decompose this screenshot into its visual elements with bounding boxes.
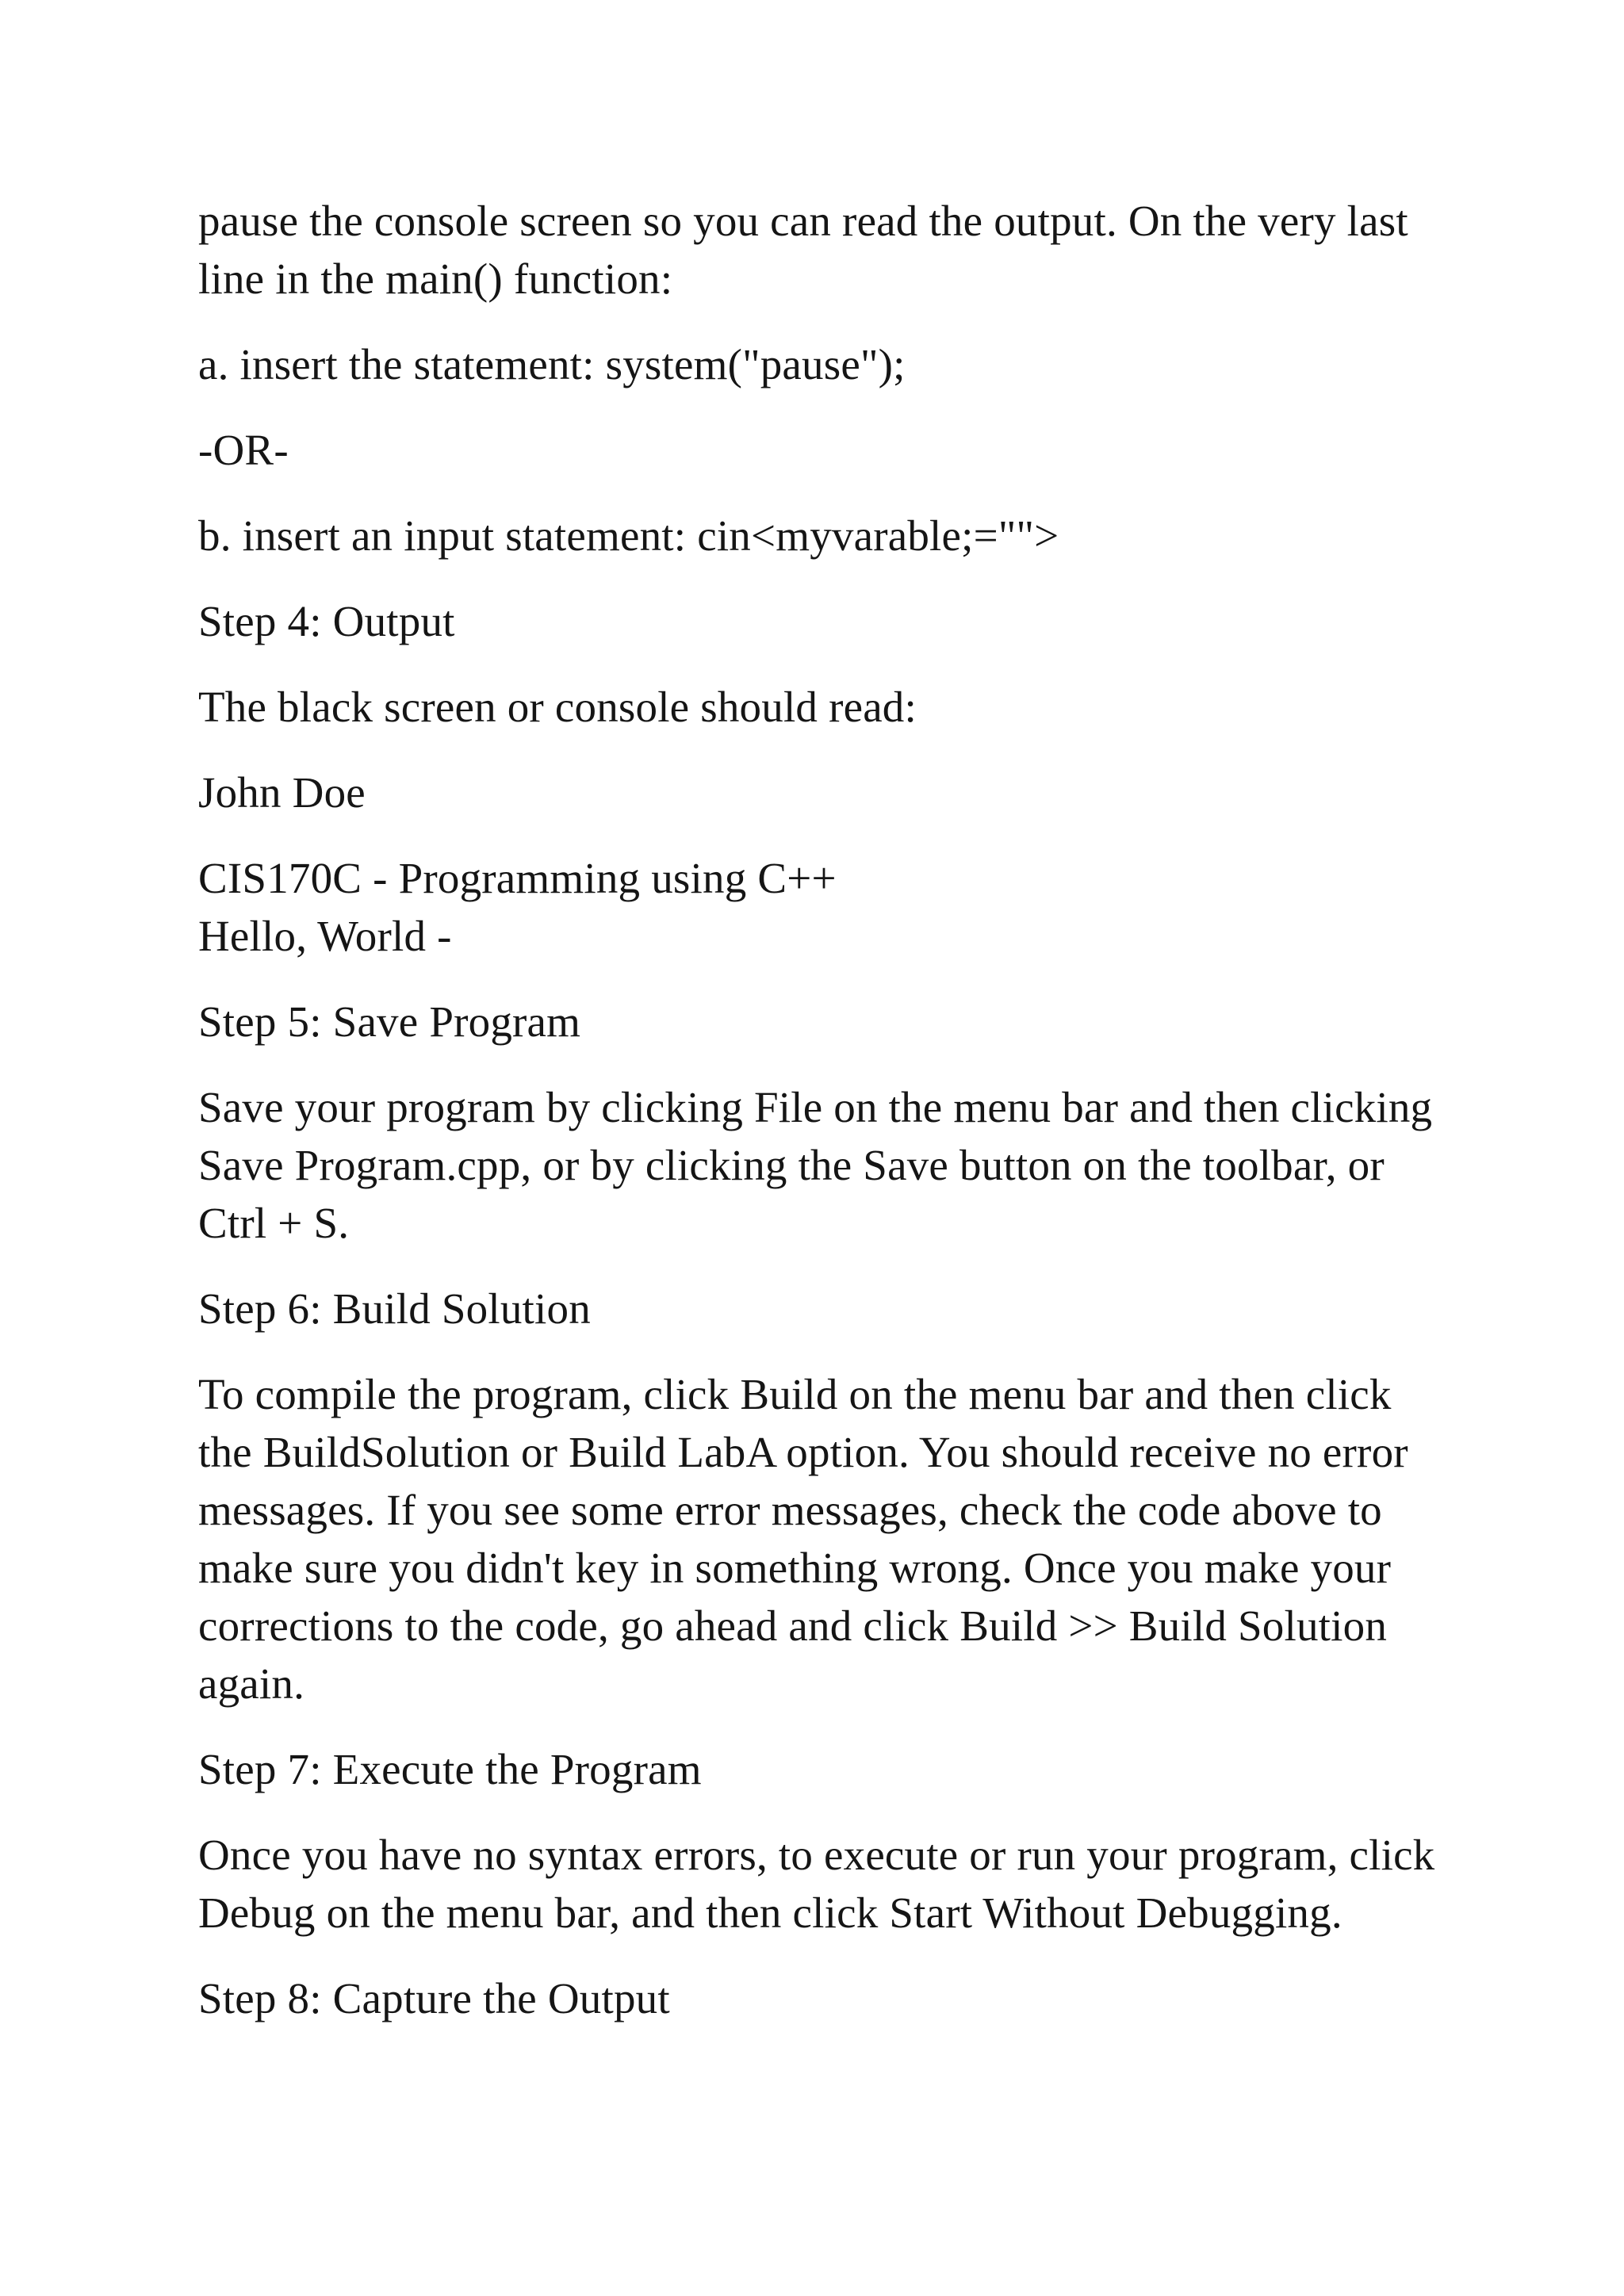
text-line: corrections to the code, go ahead and click Build >> Build Solution [198, 1601, 1388, 1650]
paragraph-or-separator [198, 421, 1435, 479]
text-line: To compile the program, click Build on the menu bar and then click [198, 1370, 1392, 1418]
paragraph-save-instructions [198, 1078, 1435, 1252]
document-body [198, 192, 1435, 2055]
paragraph-step-8-heading [198, 1969, 1435, 2027]
text-line: Debug on the menu bar, and then click Start Without Debugging. [198, 1888, 1342, 1937]
paragraph-output-name [198, 763, 1435, 821]
paragraph-option-a-system-pause [198, 335, 1435, 393]
text-line: pause the console screen so you can read the output. On the very last [198, 197, 1408, 245]
text-line: Step 7: Execute the Program [198, 1745, 702, 1793]
text-line: a. insert the statement: system("pause"); [198, 340, 906, 388]
paragraph-build-instructions [198, 1365, 1435, 1712]
text-line: messages. If you see some error messages, check the code above to [198, 1486, 1382, 1534]
paragraph-step-7-heading [198, 1740, 1435, 1798]
text-line: make sure you didn't key in something wrong. Once you make your [198, 1544, 1392, 1592]
paragraph-step-6-heading [198, 1280, 1435, 1337]
paragraph-output-description [198, 678, 1435, 736]
text-line: b. insert an input statement: cin<myvarable;=""> [198, 511, 1059, 560]
paragraph-pause-console-intro [198, 192, 1435, 308]
text-line: Save Program.cpp, or by clicking the Save button on the toolbar, or [198, 1141, 1385, 1189]
paragraph-option-b-input-statement [198, 507, 1435, 564]
text-line: Hello, World - [198, 912, 452, 960]
text-line: Step 4: Output [198, 597, 455, 645]
text-line: Step 5: Save Program [198, 997, 581, 1046]
text-line: Ctrl + S. [198, 1199, 350, 1247]
text-line: John Doe [198, 768, 366, 817]
text-line: Once you have no syntax errors, to execute or run your program, click [198, 1831, 1435, 1879]
text-line: the BuildSolution or Build LabA option. You should receive no error [198, 1428, 1408, 1476]
text-line: again. [198, 1659, 305, 1708]
text-line: -OR- [198, 426, 289, 474]
text-line: Step 6: Build Solution [198, 1284, 591, 1333]
text-line: Step 8: Capture the Output [198, 1974, 670, 2022]
text-line: The black screen or console should read: [198, 683, 917, 731]
paragraph-step-5-heading [198, 993, 1435, 1050]
text-line: CIS170C - Programming using C++ [198, 854, 837, 902]
paragraph-output-course-and-greeting [198, 849, 1435, 965]
text-line: Save your program by clicking File on the menu bar and then clicking [198, 1083, 1433, 1131]
paragraph-execute-instructions [198, 1826, 1435, 1942]
paragraph-step-4-heading [198, 592, 1435, 650]
text-line: line in the main() function: [198, 254, 673, 303]
